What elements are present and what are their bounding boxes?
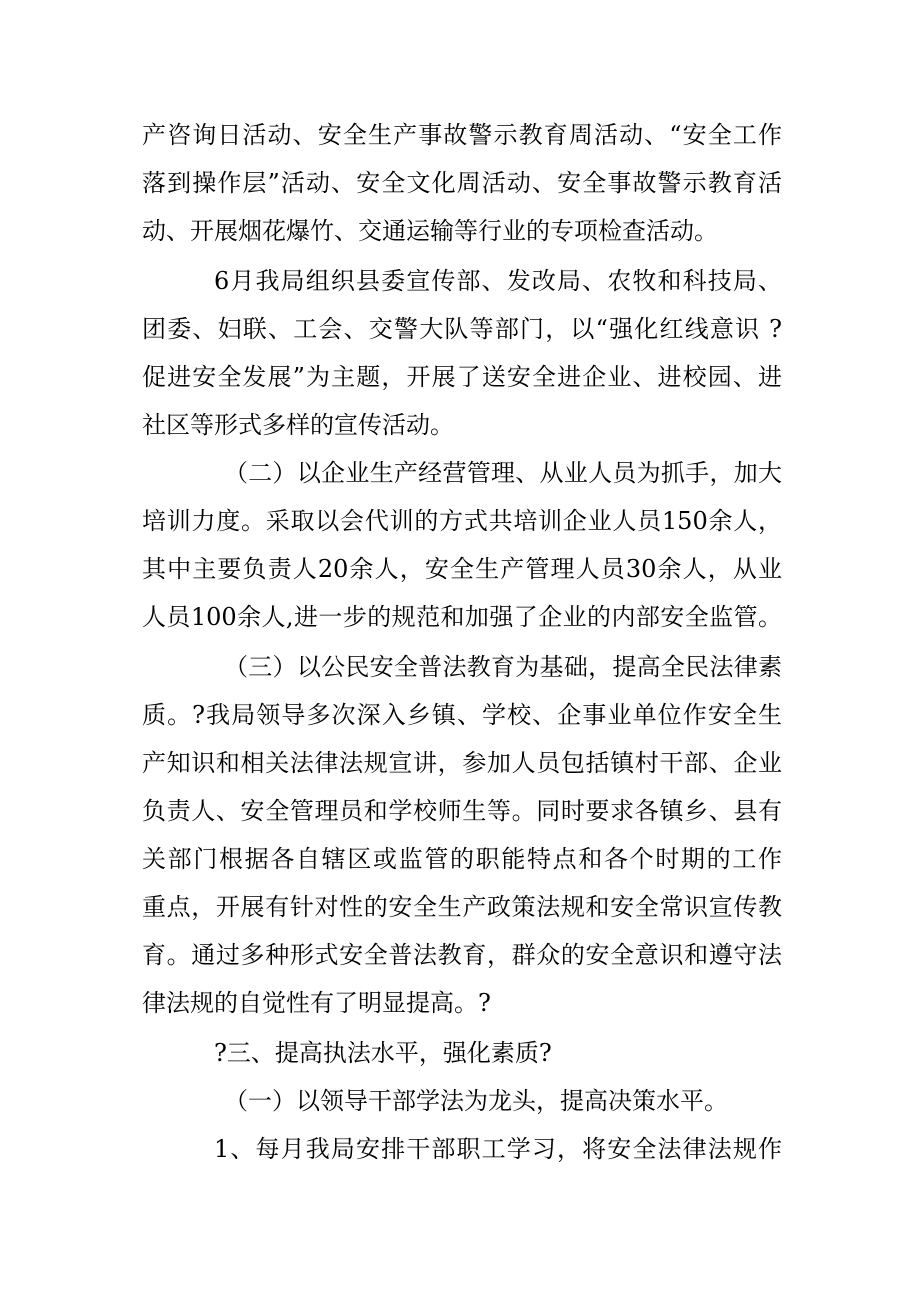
text-line: 团委、妇联、工会、交警大队等部门，以“强化红线意识 ? xyxy=(142,315,782,343)
subsection-heading: （一）以领导干部学法为龙头，提高决策水平。 xyxy=(224,1087,728,1115)
text-line: 人员100余人,进一步的规范和加强了企业的内部安全监管。 xyxy=(142,603,782,631)
text-line: 1、每月我局安排干部职工学习，将安全法律法规作 xyxy=(214,1135,782,1163)
text-line: 6月我局组织县委宣传部、发改局、农牧和科技局、 xyxy=(214,267,782,295)
text-line: 产知识和相关法律法规宣讲，参加人员包括镇村干部、企业 xyxy=(142,749,782,777)
text-line: 产咨询日活动、安全生产事故警示教育周活动、“安全工作 xyxy=(142,121,782,149)
text-line: 质。?我局领导多次深入乡镇、学校、企事业单位作安全生 xyxy=(142,701,782,729)
text-line: 促进安全发展”为主题，开展了送安全进企业、进校园、进 xyxy=(142,363,782,391)
text-line: 关部门根据各自辖区或监管的职能特点和各个时期的工作 xyxy=(142,845,782,873)
text-line: 重点，开展有针对性的安全生产政策法规和安全常识宣传教 xyxy=(142,893,782,921)
text-line: 育。通过多种形式安全普法教育，群众的安全意识和遵守法 xyxy=(142,941,782,969)
text-line: 培训力度。采取以会代训的方式共培训企业人员150余人， xyxy=(142,507,782,535)
text-line: （三）以公民安全普法教育为基础，提高全民法律素 xyxy=(224,653,782,681)
text-line: 其中主要负责人20余人，安全生产管理人员30余人，从业 xyxy=(142,555,782,583)
text-line: 负责人、安全管理员和学校师生等。同时要求各镇乡、县有 xyxy=(142,797,782,825)
section-heading: ?三、提高执法水平，强化素质? xyxy=(214,1039,552,1067)
text-line: 落到操作层”活动、安全文化周活动、安全事故警示教育活 xyxy=(142,169,782,197)
text-line: 社区等形式多样的宣传活动。 xyxy=(142,411,454,439)
text-line: 律法规的自觉性有了明显提高。? xyxy=(142,989,491,1017)
text-line: （二）以企业生产经营管理、从业人员为抓手，加大 xyxy=(224,459,782,487)
text-line: 动、开展烟花爆竹、交通运输等行业的专项检查活动。 xyxy=(142,217,718,245)
